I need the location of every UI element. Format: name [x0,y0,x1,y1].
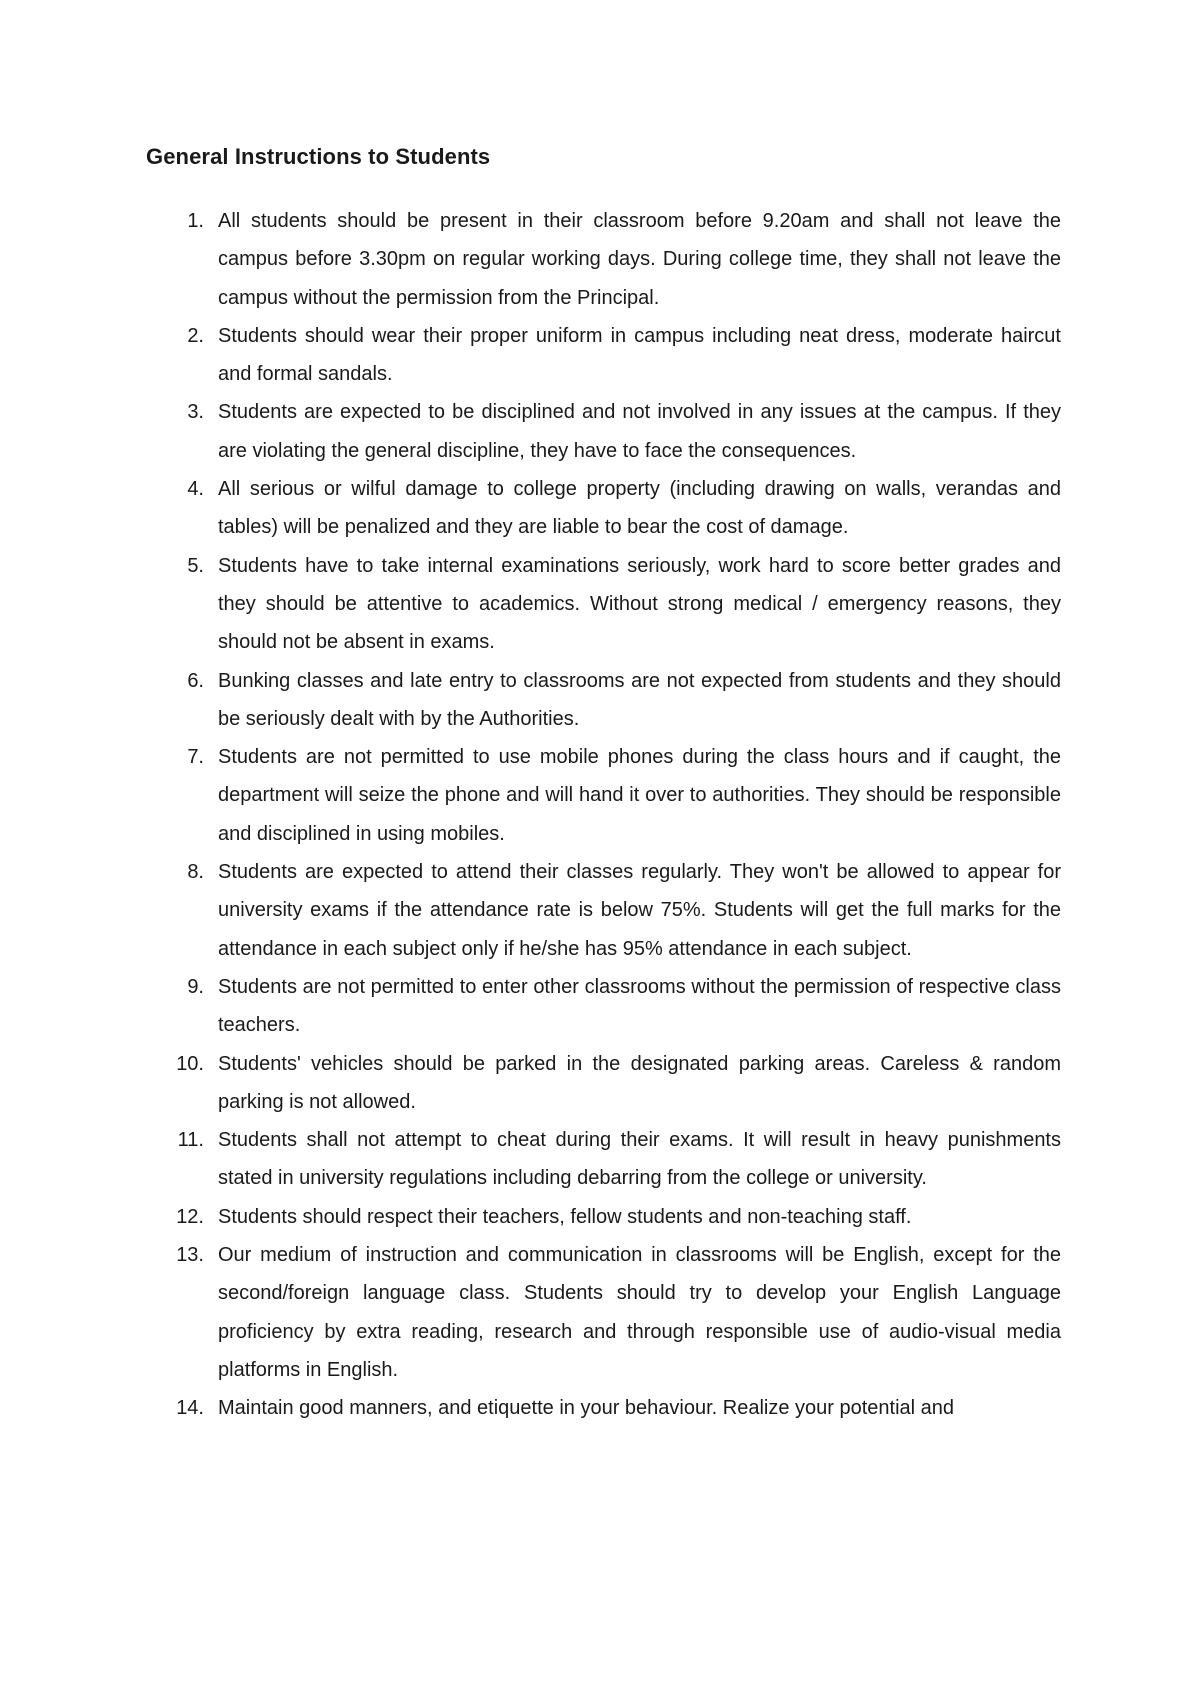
list-item-text: Maintain good manners, and etiquette in your behaviour. Realize your potential and [218,1397,955,1420]
list-item-number: 7. [187,746,204,769]
list-item-text: Bunking classes and late entry to classrooms are not expected from students and they should be seriously dealt with by the Authorities. [218,669,1061,730]
list-item [146,1236,1061,1389]
list-item-text: All serious or wilful damage to college property (including drawing on walls, verandas and tables) will be penalized and they are liable to bear the cost of damage. [218,478,1061,539]
list-item-text: Students shall not attempt to cheat during their exams. It will result in heavy punishments stated in university regulations including debarring from the college or university. [218,1129,1061,1190]
list-item-number: 14. [176,1397,204,1420]
list-item [146,853,1061,968]
list-item-number: 5. [187,554,204,577]
list-item-text: Students should wear their proper uniform in campus including neat dress, moderate haircut and formal sandals. [218,324,1061,386]
list-item-text: Students have to take internal examinations seriously, work hard to score better grades and they should be attentive to academics. Without strong medical / emergency reasons, they should not be absent in exams. [218,554,1061,654]
list-item [146,317,1061,394]
list-item [146,393,1061,470]
list-item [146,1389,1061,1427]
list-item [146,1198,1061,1236]
list-item-text: Students are expected to be disciplined and not involved in any issues at the campus. If they are violating the general discipline, they have to face the consequences. [218,401,1061,462]
list-item-text: Our medium of instruction and communication in classrooms will be English, except for the second/foreign language class. Students should try to develop your English Language proficiency by extra reading, research and through responsible use of audio-visual media platforms in English. [218,1244,1061,1381]
list-item-number: 6. [187,669,204,692]
list-item-number: 13. [176,1244,204,1267]
list-item [146,470,1061,547]
list-item [146,1121,1061,1198]
list-item-text: Students' vehicles should be parked in the designated parking areas. Careless & random parking is not allowed. [218,1052,1061,1113]
list-item-number: 11. [177,1129,204,1152]
list-item-number: 2. [187,324,204,347]
list-item-text: Students should respect their teachers, fellow students and non-teaching staff. [218,1205,912,1228]
list-item [146,1045,1061,1122]
list-item-text: Students are not permitted to use mobile phones during the class hours and if caught, the department will seize the phone and will hand it over to authorities. They should be responsible and disciplined in using mobiles. [218,746,1061,845]
list-item-text: Students are expected to attend their classes regularly. They won't be allowed to appear for university exams if the attendance rate is below 75%. Students will get the full marks for the attendance in each subject only if he/she has 95% attendance in each subject. [218,861,1061,960]
list-item-number: 1. [187,210,204,232]
list-item [146,547,1061,662]
list-item [146,202,1061,317]
list-item-number: 10. [176,1052,204,1075]
list-item-number: 8. [187,861,204,884]
document-title: General Instructions to Students [146,144,491,169]
list-item [146,968,1061,1045]
list-item-number: 9. [187,975,204,998]
list-item-number: 12. [176,1205,204,1228]
list-item-number: 4. [187,478,204,501]
list-item [146,738,1061,853]
list-item-text: All students should be present in their classroom before 9.20am and shall not leave the campus before 3.30pm on regular working days. During college time, they shall not leave the campus without the permission from the Principal. [218,210,1061,309]
list-item-number: 3. [187,401,204,424]
instructions-list [146,202,1061,1428]
list-item-text: Students are not permitted to enter other classrooms without the permission of respective class teachers. [218,975,1061,1037]
list-item [146,662,1061,739]
